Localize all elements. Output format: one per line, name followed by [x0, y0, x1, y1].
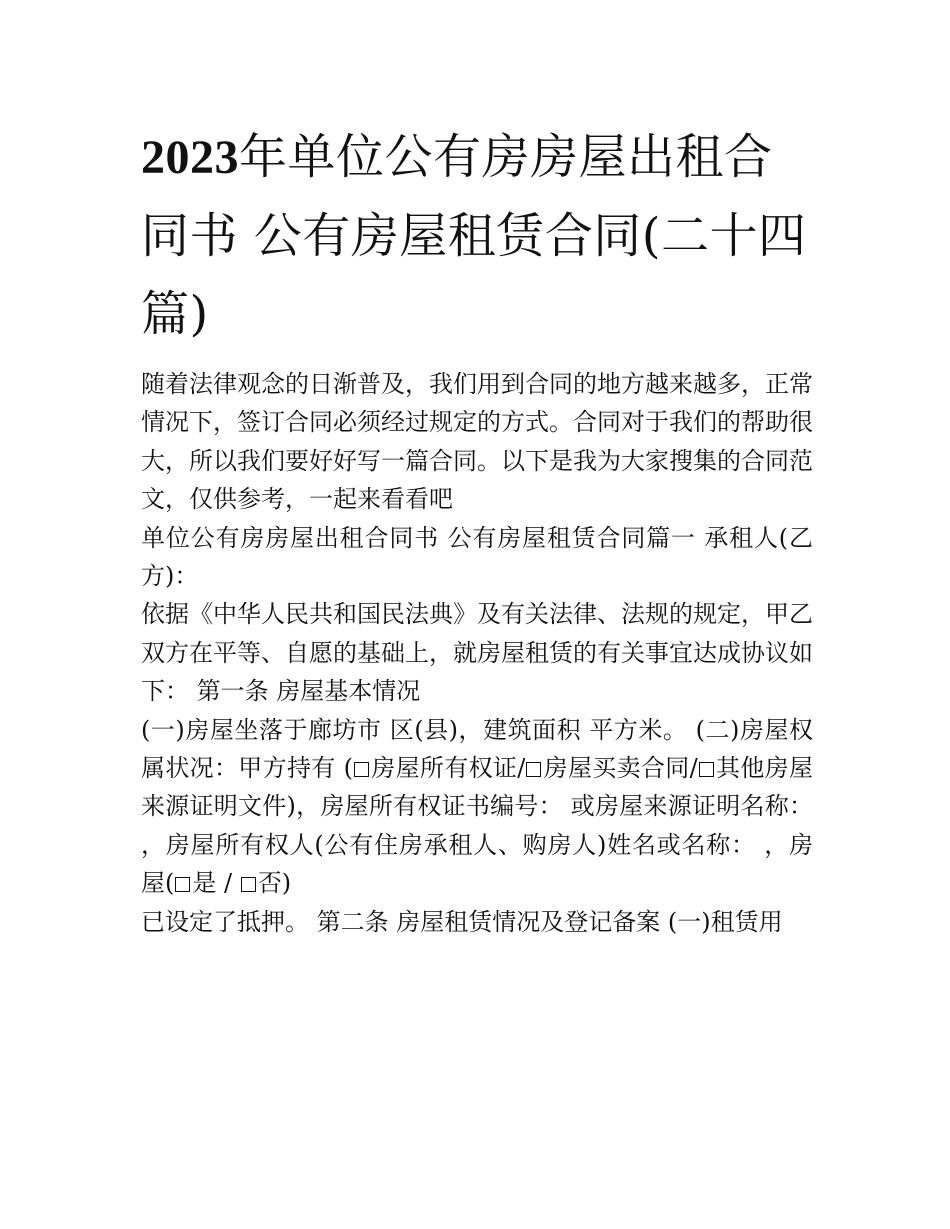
section-heading: 单位公有房房屋出租合同书 公有房屋租赁合同篇一 承租人(乙方)：: [141, 523, 813, 591]
checkbox-sale-contract-icon: [526, 762, 541, 777]
option-certificate-label: 房屋所有权证/: [370, 754, 526, 783]
checkbox-other-icon: [699, 762, 714, 777]
mortgage-paragraph: 已设定了抵押。 第二条 房屋租赁情况及登记备案 (一)租赁用: [141, 907, 783, 936]
option-no-label: 否): [257, 869, 292, 898]
checkbox-certificate-icon: [354, 762, 369, 777]
option-yes-label: 是 /: [192, 869, 240, 898]
clause-location-text: (一)房屋坐落于廊坊市 区(县)，建筑面积 平方米。 (二)房屋权属状况：甲方持有 (: [141, 715, 813, 783]
checkbox-yes-icon: [175, 877, 190, 892]
title-text: 年单位公有房房屋出租合同书 公有房屋租赁合同(二十四篇): [141, 129, 807, 342]
basis-paragraph: 依据《中华人民共和国民法典》及有关法律、法规的规定，甲乙双方在平等、自愿的基础上，就房屋租赁的有关事宜达成协议如下： 第一条 房屋基本情况: [141, 600, 813, 706]
intro-paragraph: 随着法律观念的日渐普及，我们用到合同的地方越来越多，正常情况下，签订合同必须经过规定的方式。合同对于我们的帮助很大，所以我们要好好写一篇合同。以下是我为大家搜集的合同范文，仅供参考，一起来看看吧: [141, 370, 813, 514]
property-clause: [141, 711, 813, 903]
title-year: 2023: [141, 131, 239, 184]
document-page: [141, 118, 813, 941]
option-other-text: 其他房屋来源证明文件)，房屋所有权证书编号： 或房屋来源证明名称： ，房屋所有权人(公有住房承租人、购房人)姓名或名称： ，房屋(: [141, 754, 813, 898]
option-sale-contract-label: 房屋买卖合同/: [543, 754, 698, 783]
document-title: [141, 118, 813, 353]
checkbox-no-icon: [241, 877, 256, 892]
